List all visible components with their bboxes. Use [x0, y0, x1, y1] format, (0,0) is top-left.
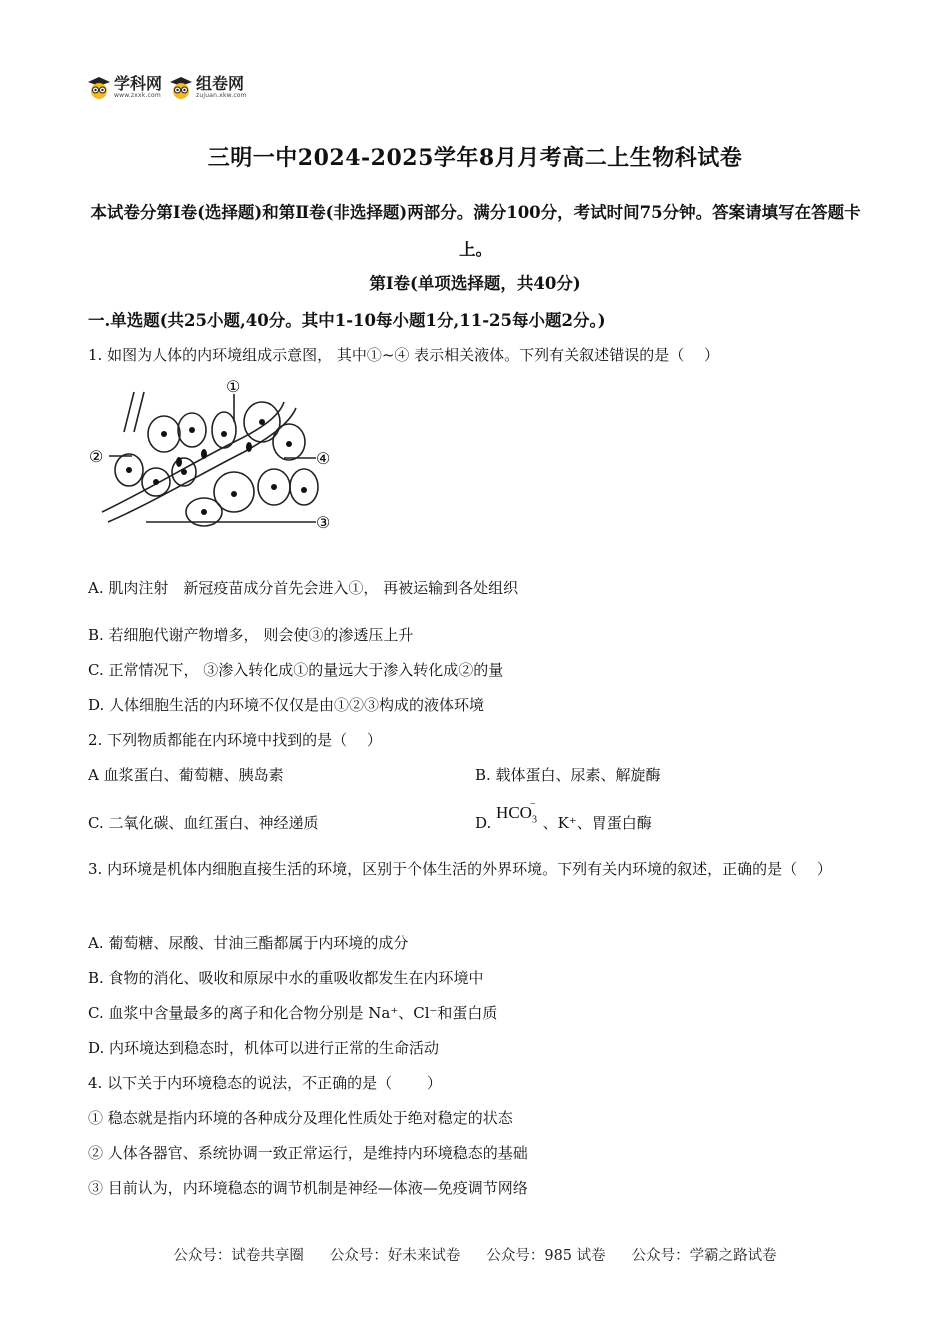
logo-main-text: 学科网	[114, 74, 163, 93]
diagram-label-3: ③	[316, 513, 331, 532]
owl-face-icon	[168, 74, 194, 100]
footer-item: 公众号：学霸之路试卷	[631, 1248, 777, 1264]
q1-option-b: B. 若细胞代谢产物增多， 则会使③的渗透压上升	[88, 626, 414, 644]
q3-option-c: C. 血浆中含量最多的离子和化合物分别是 Na⁺、Cl⁻和蛋白质	[88, 1004, 498, 1022]
formula-subscript: 3	[531, 814, 537, 826]
q2-option-d-prefix: D.	[475, 814, 492, 832]
q4-stem: 4. 以下关于内环境稳态的说法，不正确的是（ ）	[88, 1074, 442, 1092]
owl-face-icon	[86, 74, 112, 100]
internal-environment-diagram	[84, 372, 344, 532]
q2-option-b: B. 载体蛋白、尿素、解旋酶	[475, 766, 661, 784]
q1-stem: 1. 如图为人体的内环境组成示意图， 其中①~④ 表示相关液体。下列有关叙述错误的是（ ）	[88, 346, 719, 364]
q2-option-c: C. 二氧化碳、血红蛋白、神经递质	[88, 814, 319, 832]
q3-option-d: D. 内环境达到稳态时，机体可以进行正常的生命活动	[88, 1039, 440, 1057]
part-title: 第Ⅰ卷(单项选择题，共40分)	[369, 274, 581, 293]
diagram-label-2: ②	[89, 447, 104, 466]
diagram-label-4: ④	[316, 449, 331, 468]
page-title: 三明一中2024-2025学年8月月考高二上生物科试卷	[207, 145, 743, 171]
q4-statement-1: ① 稳态就是指内环境的各种成分及理化性质处于绝对稳定的状态	[88, 1109, 513, 1127]
q1-option-c: C. 正常情况下， ③渗入转化成①的量远大于渗入转化成②的量	[88, 661, 504, 679]
q2-stem: 2. 下列物质都能在内环境中找到的是（ ）	[88, 731, 382, 749]
q2-option-a: A 血浆蛋白、葡萄糖、胰岛素	[88, 766, 284, 784]
q1-option-a: A. 肌肉注射 新冠疫苗成分首先会进入①， 再被运输到各处组织	[88, 579, 519, 597]
q3-stem: 3. 内环境是机体内细胞直接生活的环境，区别于个体生活的外界环境。下列有关内环境的叙述，正确的是（ ）	[88, 860, 832, 878]
q4-statement-2: ② 人体各器官、系统协调一致正常运行，是维持内环境稳态的基础	[88, 1144, 528, 1162]
q2-option-d-rest: 、K⁺、胃蛋白酶	[542, 814, 652, 832]
logo-sub-text: zujuan.xkw.com	[196, 92, 247, 99]
site-logo	[86, 72, 253, 102]
q3-option-b: B. 食物的消化、吸收和原尿中水的重吸收都发生在内环境中	[88, 969, 484, 987]
diagram-label-1: ①	[226, 377, 241, 396]
formula-base: HCO	[496, 803, 532, 822]
q3-option-a: A. 葡萄糖、尿酸、甘油三酯都属于内环境的成分	[88, 934, 409, 952]
logo-zxxk	[86, 74, 162, 100]
q2-option-d	[475, 799, 652, 835]
logo-main-text: 组卷网	[196, 74, 245, 93]
footer-item: 公众号：985 试卷	[486, 1248, 606, 1264]
page-footer	[0, 1244, 950, 1265]
q4-statement-3: ③ 目前认为，内环境稳态的调节机制是神经—体液—免疫调节网络	[88, 1179, 528, 1197]
exam-intro: 本试卷分第Ⅰ卷(选择题)和第Ⅱ卷(非选择题)两部分。满分100分，考试时间75分钟。答案请填写在答题卡上。	[90, 203, 861, 259]
bicarbonate-formula	[496, 799, 543, 826]
formula-superscript: −	[529, 799, 536, 811]
footer-item: 公众号：试卷共享圈	[173, 1248, 304, 1264]
logo-sub-text: www.zxxk.com	[114, 92, 161, 99]
footer-item: 公众号：好未来试卷	[329, 1248, 461, 1264]
q1-option-d: D. 人体细胞生活的内环境不仅仅是由①②③构成的液体环境	[88, 696, 485, 714]
logo-zujuan	[168, 74, 247, 100]
section-title: 一.单选题(共25小题,40分。其中1-10每小题1分,11-25每小题2分。)	[88, 311, 606, 330]
